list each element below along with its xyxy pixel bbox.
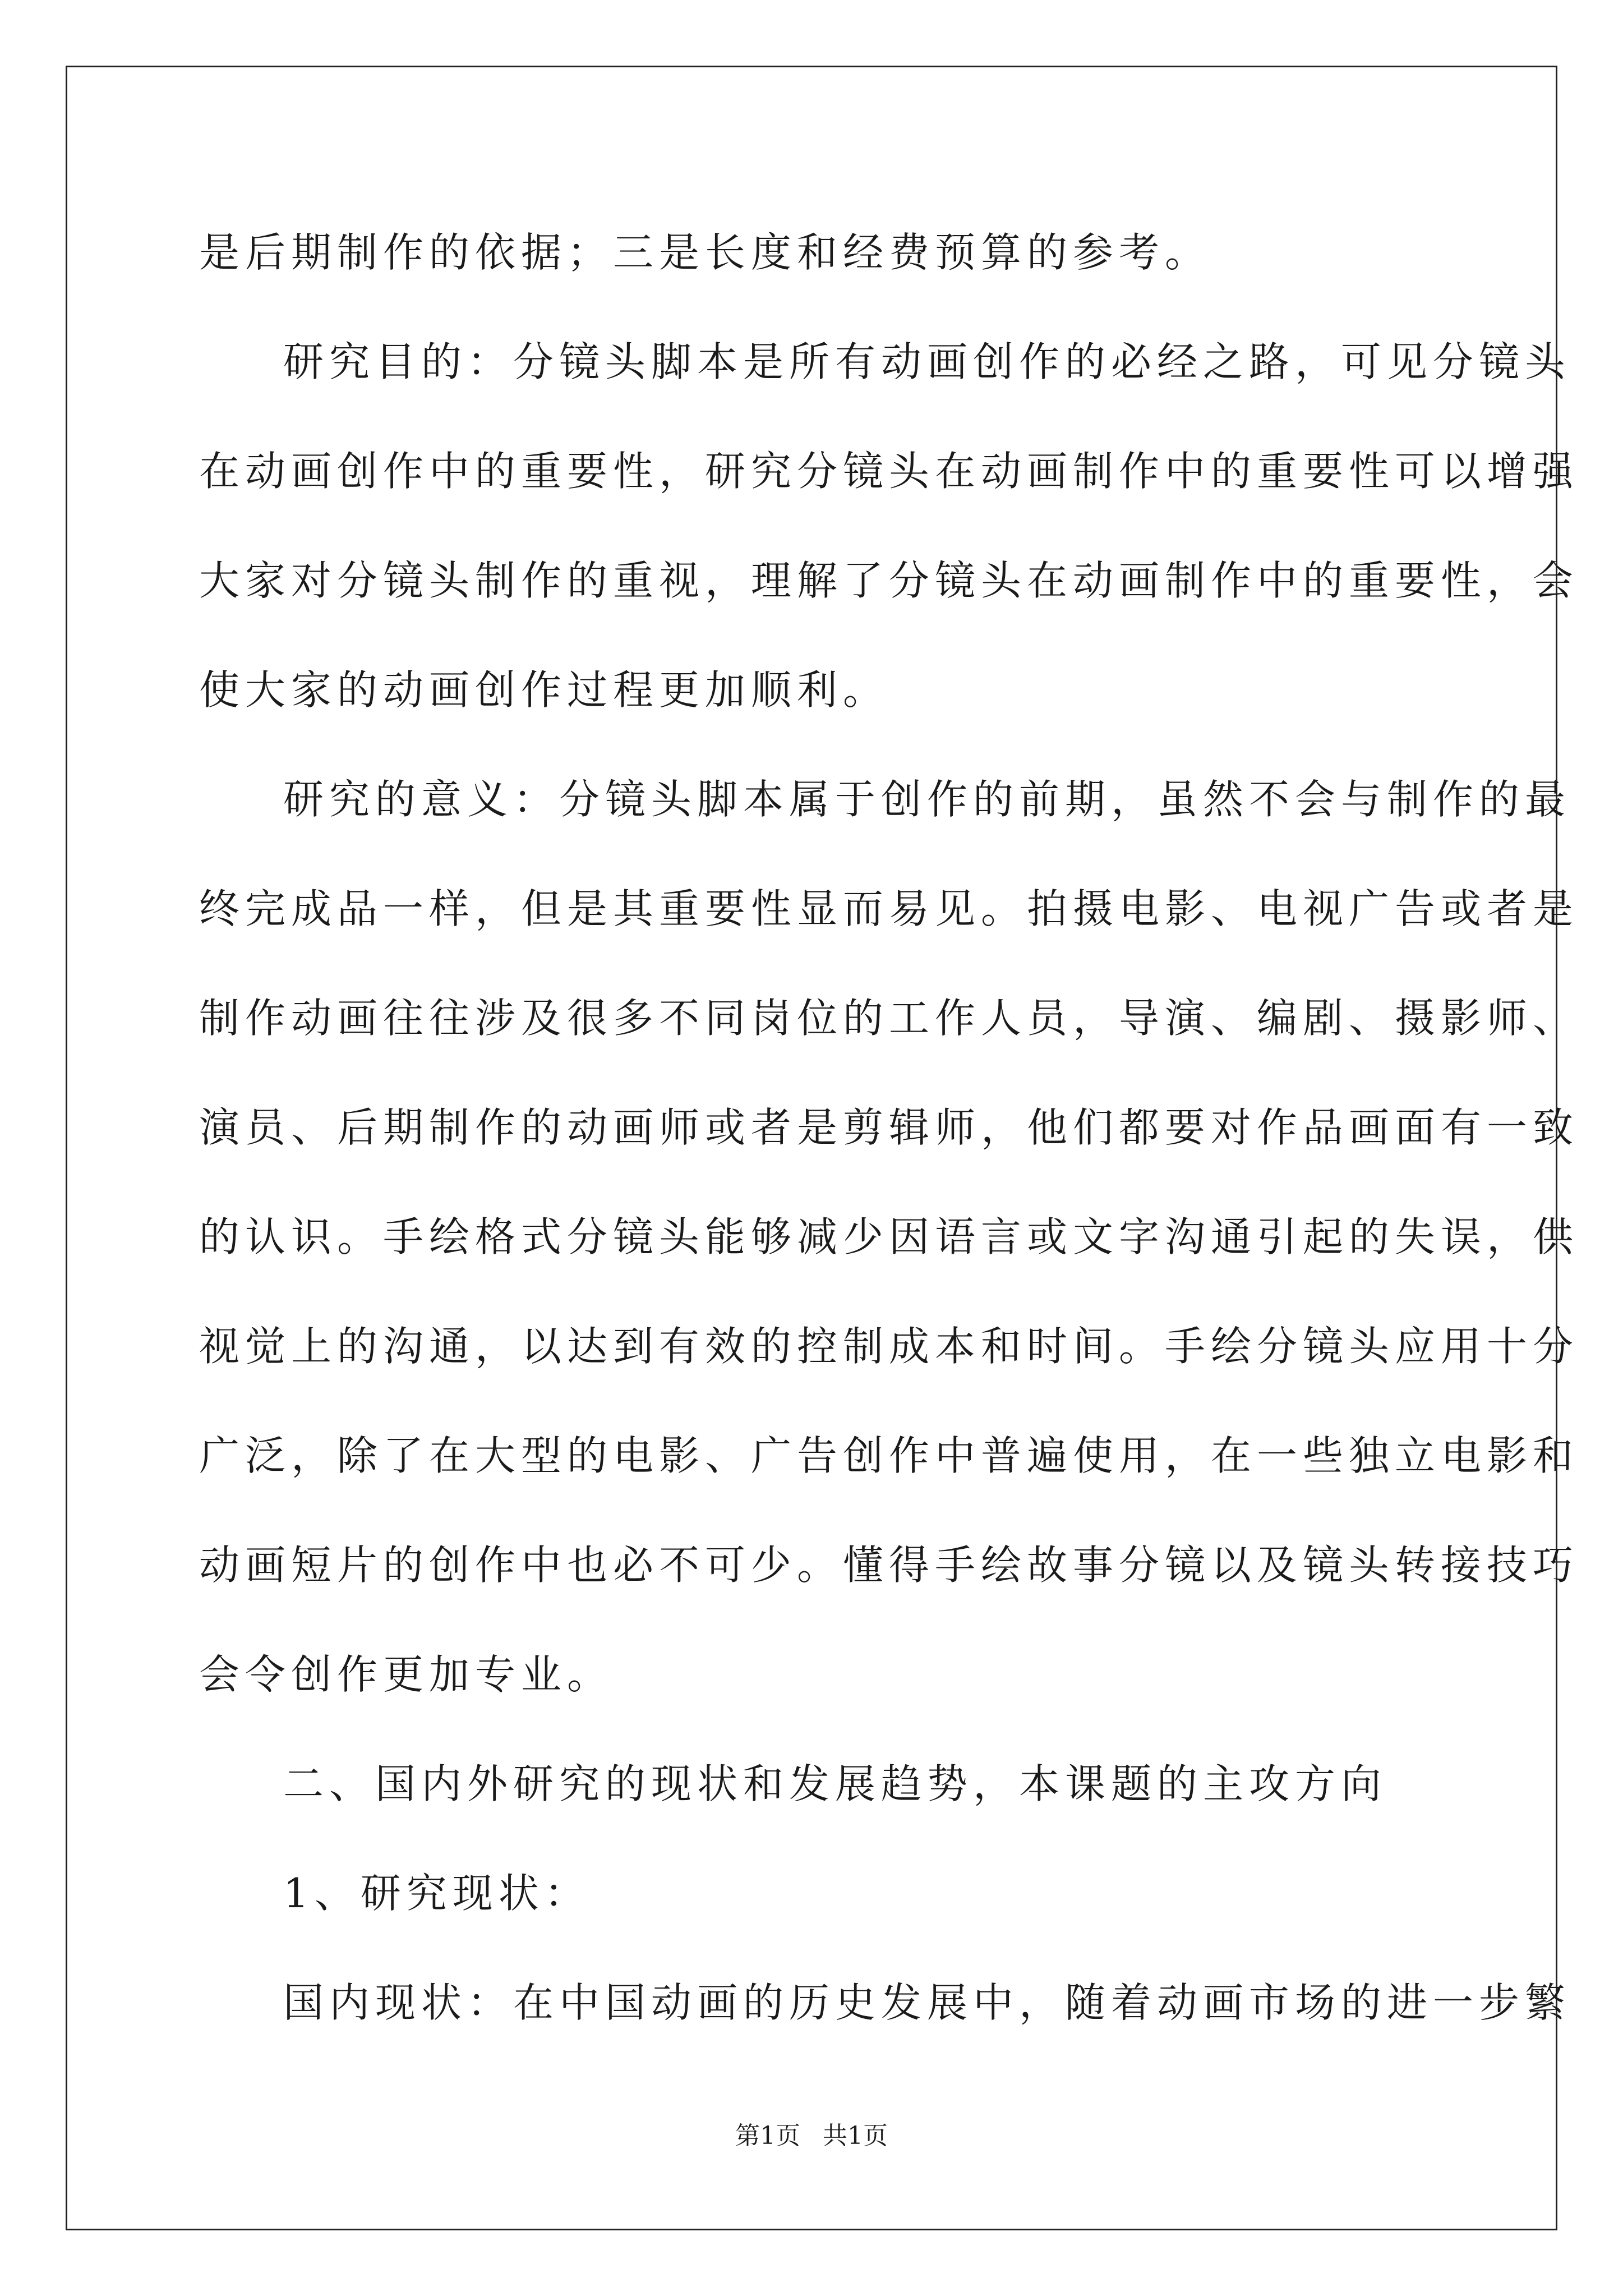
page-number-total: 共1页	[823, 2122, 888, 2150]
text-line: 动画短片的创作中也必不可少。懂得手绘故事分镜以及镜头转接技巧	[199, 1542, 1579, 1589]
text-line: 研究目的：分镜头脚本是所有动画创作的必经之路，可见分镜头	[283, 338, 1571, 385]
text-line: 会令创作更加专业。	[199, 1651, 614, 1698]
text-line: 的认识。手绘格式分镜头能够减少因语言或文字沟通引起的失误，供	[199, 1213, 1579, 1260]
text-line: 制作动画往往涉及很多不同岗位的工作人员，导演、编剧、摄影师、	[199, 995, 1579, 1042]
text-line: 大家对分镜头制作的重视，理解了分镜头在动画制作中的重要性，会	[199, 557, 1579, 604]
text-line: 演员、后期制作的动画师或者是剪辑师，他们都要对作品画面有一致	[199, 1104, 1579, 1151]
text-line: 国内现状：在中国动画的历史发展中，随着动画市场的进一步繁	[283, 1979, 1571, 2026]
page-number-current: 第1页	[735, 2122, 800, 2150]
text-line: 终完成品一样，但是其重要性显而易见。拍摄电影、电视广告或者是	[199, 885, 1579, 932]
text-line: 视觉上的沟通，以达到有效的控制成本和时间。手绘分镜头应用十分	[199, 1323, 1579, 1370]
text-line: 研究的意义：分镜头脚本属于创作的前期，虽然不会与制作的最	[283, 776, 1571, 823]
text-line: 二、国内外研究的现状和发展趋势，本课题的主攻方向	[283, 1760, 1387, 1807]
document-body	[199, 213, 1579, 2073]
text-line: 使大家的动画创作过程更加顺利。	[199, 666, 889, 714]
text-line: 1、研究现状：	[283, 1870, 591, 1917]
text-line: 在动画创作中的重要性，研究分镜头在动画制作中的重要性可以增强	[199, 448, 1579, 495]
page-footer	[0, 2119, 1623, 2153]
text-line: 是后期制作的依据；三是长度和经费预算的参考。	[199, 229, 1211, 276]
text-line: 广泛，除了在大型的电影、广告创作中普遍使用，在一些独立电影和	[199, 1432, 1579, 1479]
